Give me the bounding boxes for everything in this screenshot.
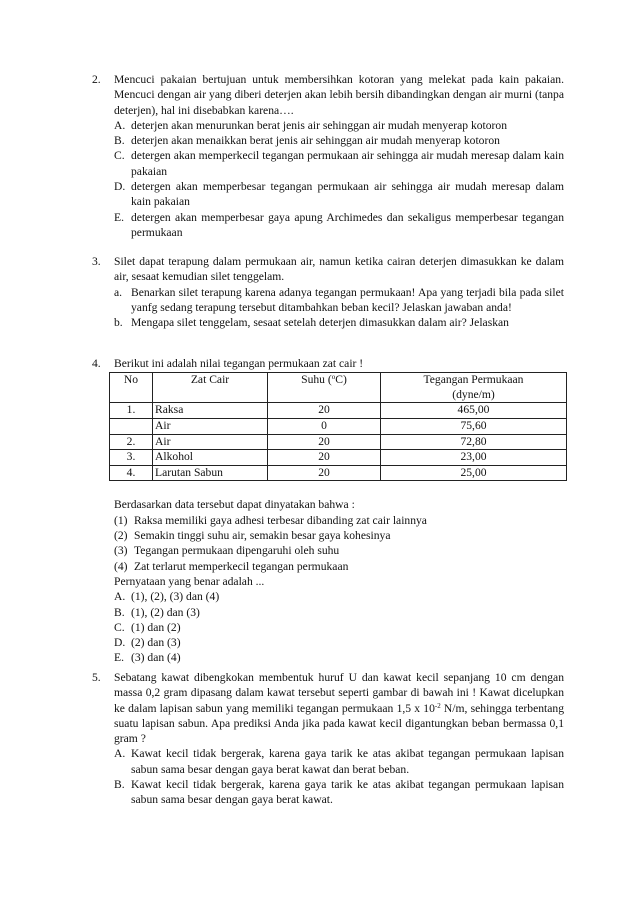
question-2	[92, 72, 564, 240]
statement-text: Semakin tinggi suhu air, semakin besar gaya kohesinya	[134, 529, 391, 543]
statement-1	[114, 513, 564, 528]
part-b	[114, 315, 564, 330]
question-number: 4.	[92, 357, 101, 370]
option-letter: A.	[114, 747, 126, 761]
question-5	[92, 670, 564, 808]
cell-suhu: 0	[268, 419, 381, 435]
part-text: Mengapa silet tenggelam, sesaat setelah deterjen dimasukkan dalam air? Jelaskan	[131, 316, 509, 330]
question-number: 5.	[92, 671, 101, 684]
cell-suhu: 20	[268, 434, 381, 450]
table-row	[110, 465, 567, 481]
option-letter: D.	[114, 636, 126, 650]
statement-number: (3)	[114, 544, 128, 558]
header-zat-cair: Zat Cair	[153, 373, 268, 403]
statement-2	[114, 528, 564, 543]
option-text: (3) dan (4)	[131, 651, 181, 665]
question-number: 2.	[92, 73, 101, 86]
option-text: detergen akan memperbesar tegangan permukaan air sehingga air mudah meresap dalam kain pakaian	[131, 180, 564, 209]
option-e	[114, 650, 564, 665]
header-suhu: Suhu ($^o$C)	[268, 373, 381, 403]
statement-text: Raksa memiliki gaya adhesi terbesar dibanding zat cair lainnya	[134, 513, 427, 527]
option-e	[114, 210, 564, 241]
statement-number: (1)	[114, 513, 128, 527]
option-text: deterjen akan menurunkan berat jenis air sehinggan air mudah menyerap kotoron	[131, 118, 508, 132]
option-letter: E.	[114, 651, 124, 665]
header-tegangan: Tegangan Permukaan (dyne/m)	[381, 373, 567, 403]
cell-suhu: 20	[268, 450, 381, 466]
statement-text: Tegangan permukaan dipengaruhi oleh suhu	[134, 544, 340, 558]
option-d	[114, 635, 564, 650]
cell-zat: Air	[153, 419, 268, 435]
question-stem: Mencuci pakaian bertujuan untuk membersihkan kotoran yang melekat pada kain pakaian. Mencuci dengan air yang diberi deterjen akan lebih bersih dibandingkan dengan air murni (tanpa deterjen), hal ini disebabkan karena….	[114, 73, 564, 117]
cell-tegangan: 75,60	[381, 419, 567, 435]
statement-number: (2)	[114, 529, 128, 543]
cell-no: 2.	[110, 434, 153, 450]
option-b	[114, 605, 564, 620]
table-header-row	[110, 373, 567, 403]
option-a	[114, 118, 564, 133]
table-row	[110, 434, 567, 450]
option-text: (2) dan (3)	[131, 636, 181, 650]
header-no: No	[110, 373, 153, 403]
option-text: (1), (2), (3) dan (4)	[131, 590, 220, 604]
surface-tension-table	[109, 372, 567, 481]
option-a	[114, 589, 564, 604]
option-letter: B.	[114, 778, 125, 792]
statement-4	[114, 559, 564, 574]
cell-tegangan: 465,00	[381, 403, 567, 419]
cell-zat: Air	[153, 434, 268, 450]
cell-no	[110, 419, 153, 435]
question-stem: Silet dapat terapung dalam permukaan air, namun ketika cairan deterjen dimasukkan ke dalam air, sesaat kemudian silet tenggelam.	[114, 255, 564, 284]
option-letter: A.	[114, 590, 126, 604]
option-text: detergen akan memperkecil tegangan permukaan air sehingga air mudah meresap dalam kain pakaian	[131, 149, 564, 178]
option-text: (1), (2) dan (3)	[131, 605, 200, 619]
table-row	[110, 450, 567, 466]
part-letter: a.	[114, 285, 123, 299]
option-c	[114, 148, 564, 179]
option-letter: D.	[114, 180, 126, 194]
cell-tegangan: 23,00	[381, 450, 567, 466]
question-number: 3.	[92, 255, 101, 268]
table-row	[110, 403, 567, 419]
cell-no: 1.	[110, 403, 153, 419]
statement-text: Zat terlarut memperkecil tegangan permukaan	[134, 559, 349, 573]
statement-3	[114, 543, 564, 558]
cell-zat: Larutan Sabun	[153, 465, 268, 481]
option-text: deterjen akan menaikkan berat jenis air sehinggan air mudah menyerap kotoron	[131, 134, 500, 148]
part-letter: b.	[114, 316, 123, 330]
option-letter: A.	[114, 118, 126, 132]
option-b	[114, 777, 564, 808]
part-text: Benarkan silet terapung karena adanya tegangan permukaan! Apa yang terjadi bila pada silet yanfg sedang terapung tersebut ditambahkan beban kecil? Jelaskan jawaban anda!	[131, 285, 564, 314]
option-a	[114, 746, 564, 777]
cell-no: 3.	[110, 450, 153, 466]
cell-tegangan: 72,80	[381, 434, 567, 450]
cell-zat: Raksa	[153, 403, 268, 419]
option-text: detergen akan memperbesar gaya apung Archimedes dan sekaligus memperbesar tegangan permukaan	[131, 210, 564, 239]
option-text: Kawat kecil tidak bergerak, karena gaya tarik ke atas akibat tegangan permukaan lapisan sabun sama besar dengan gaya berat kawat.	[131, 778, 564, 807]
table-row	[110, 419, 567, 435]
option-letter: E.	[114, 210, 124, 224]
option-text: Kawat kecil tidak bergerak, karena gaya tarik ke atas akibat tegangan permukaan lapisan sabun sama besar dengan gaya berat kawat dan berat beban.	[131, 747, 564, 776]
option-c	[114, 620, 564, 635]
question-stem: Sebatang kawat dibengkokan membentuk huruf U dan kawat kecil sepanjang 10 cm dengan massa 0,2 gram dipasang dalam kawat tersebut seperti gambar di bawah ini ! Kawat dicelupkan ke dalam lapisan sabun yang memiliki tegangan permukaan 1,5 x $10^{-2}$ N/m, sehingga terbentang suatu lapisan sabun. Apa prediksi Anda jika pada kawat kecil digantungkan beban bermassa 0,1 gram ?	[114, 671, 564, 746]
option-letter: C.	[114, 149, 125, 163]
part-a	[114, 285, 564, 316]
statements-intro: Berdasarkan data tersebut dapat dinyatakan bahwa :	[114, 498, 355, 512]
cell-zat: Alkohol	[153, 450, 268, 466]
question-stem: Berikut ini adalah nilai tegangan permukaan zat cair !	[114, 357, 364, 370]
cell-no: 4.	[110, 465, 153, 481]
option-letter: C.	[114, 620, 125, 634]
question-prompt: Pernyataan yang benar adalah ...	[114, 574, 265, 588]
option-letter: B.	[114, 134, 125, 148]
question-3	[92, 254, 564, 330]
cell-suhu: 20	[268, 403, 381, 419]
statement-number: (4)	[114, 559, 128, 573]
cell-tegangan: 25,00	[381, 465, 567, 481]
option-d	[114, 179, 564, 210]
question-4	[92, 356, 564, 666]
option-text: (1) dan (2)	[131, 620, 181, 634]
cell-suhu: 20	[268, 465, 381, 481]
option-letter: B.	[114, 605, 125, 619]
option-b	[114, 133, 564, 148]
